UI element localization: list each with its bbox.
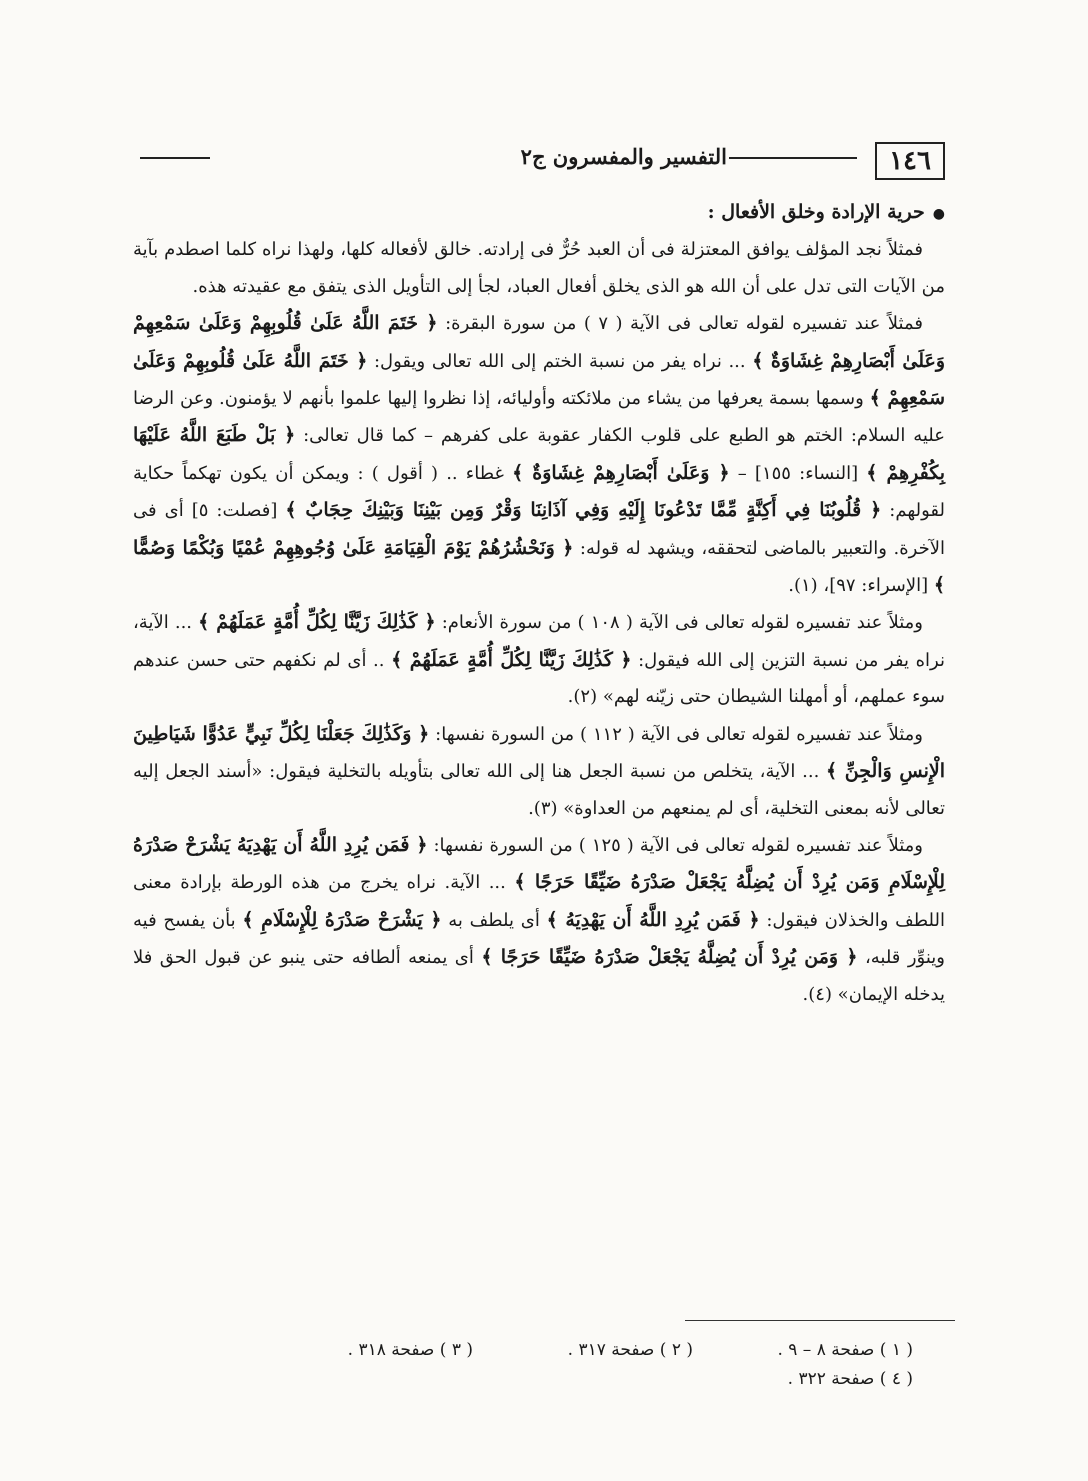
text-run: [الإسراء: ٩٧]، (١).: [788, 575, 934, 597]
header-rule-left: [140, 157, 210, 159]
quran-quote: ﴿ فَمَن يُرِدِ اللَّهُ أَن يَهْدِيَهُ يَشْرَحْ صَدْرَهُ لِلْإِسْلَامِ وَمَن يُرِدْ أَن يُضِلَّهُ يَجْعَلْ صَدْرَهُ ضَيِّقًا حَرَجًا ﴾: [133, 833, 945, 894]
section-heading-text: حرية الإرادة وخلق الأفعال :: [707, 201, 925, 223]
bullet-icon: ●: [932, 206, 945, 222]
quran-quote: ﴿ خَتَمَ اللَّهُ عَلَىٰ قُلُوبِهِمْ وَعَلَىٰ سَمْعِهِمْ ﴾: [133, 349, 945, 410]
footnotes: [133, 1336, 913, 1394]
quran-quote: ﴿ خَتَمَ اللَّهُ عَلَىٰ قُلُوبِهِمْ وَعَلَىٰ سَمْعِهِمْ وَعَلَىٰ أَبْصَارِهِمْ غِشَاوَةٌ ﴾: [133, 312, 946, 372]
footnote-3: ( ٣ ) صفحة ٣١٨ .: [347, 1340, 473, 1360]
text-run: فمثلاً نجد المؤلف يوافق المعتزلة فى أن العبد حُرٌّ فى إرادته. خالق لأفعاله كلها، ولهذا نراه كلما اصطدم بآية من الآيات التى تدل على أن الله هو الذى يخلق أفعال العباد، لجأ إلى التأويل الذى يتفق مع عقيدته هذه.: [133, 239, 945, 297]
text-run: [النساء: ١٥٥] –: [729, 462, 867, 484]
quran-quote: ﴿ وَنَحْشُرُهُمْ يَوْمَ الْقِيَامَةِ عَلَىٰ وُجُوهِهِمْ عُمْيًا وَبُكْمًا وَصُمًّا ﴾: [133, 536, 945, 597]
footnote-1: ( ١ ) صفحة ٨ – ٩ .: [777, 1340, 913, 1360]
quran-quote: ﴿ بَلْ طَبَعَ اللَّهُ عَلَيْهَا بِكُفْرِهِمْ ﴾: [133, 424, 946, 484]
text-run: ... الآية، يتخلص من نسبة الجعل هنا إلى الله تعالى بتأويله بالتخلية فيقول: «أسند الجعل إليه تعالى لأنه بمعنى التخلية، أى لم يمنعهم من العداوة» (٣).: [133, 761, 945, 819]
quran-quote: ﴿ كَذَٰلِكَ زَيَّنَّا لِكُلِّ أُمَّةٍ عَمَلَهُمْ ﴾: [391, 648, 632, 671]
running-header: [140, 138, 945, 182]
text-run: ... الآية. نراه يخرج من هذه الورطة بإرادة معنى اللطف والخذلان فيقول:: [133, 872, 945, 931]
paragraph: [133, 305, 945, 604]
paragraph: [133, 232, 945, 305]
text-run: ومثلاً عند تفسيره لقوله تعالى فى الآية ( ١٢٥ ) من السورة نفسها:: [427, 834, 923, 856]
quran-quote: ﴿ قُلُوبُنَا فِي أَكِنَّةٍ مِّمَّا تَدْعُونَا إِلَيْهِ وَفِي آذَانِنَا وَقْرٌ وَمِن بَيْنِنَا وَبَيْنِكَ حِجَابٌ ﴾: [285, 499, 882, 522]
footnote-rule: [685, 1320, 955, 1321]
running-title: التفسير والمفسرون ج٢: [520, 144, 727, 169]
paragraph: [133, 827, 945, 1013]
quran-quote: ﴿ كَذَٰلِكَ زَيَّنَّا لِكُلِّ أُمَّةٍ عَمَلَهُمْ ﴾: [198, 611, 436, 634]
text-run: ومثلاً عند تفسيره لقوله تعالى فى الآية ( ١١٢ ) من السورة نفسها:: [429, 723, 923, 745]
header-rule-right: [729, 157, 857, 159]
paragraph: [133, 716, 945, 827]
text-run: [فصلت: ٥] أى فى الآخرة. والتعبير بالماضى لتحققه، ويشهد له قوله:: [133, 500, 945, 559]
text-run: وسمها بسمة يعرفها من يشاء من ملائكته وأوليائه، إذا نظروا إليها علموا بأنهم لا يؤمنون. وعن الرضا عليه السلام: الختم هو الطبع على قلوب الكفار عقوبة على كفرهم – كما قال تعالى:: [133, 388, 945, 447]
footnote-row: [133, 1336, 913, 1365]
quran-quote: ﴿ وَعَلَىٰ أَبْصَارِهِمْ غِشَاوَةٌ ﴾: [512, 461, 730, 484]
footnote-row: [133, 1365, 913, 1394]
text-run: ... نراه يفر من نسبة الختم إلى الله تعالى ويقول:: [367, 350, 753, 372]
text-run: ... الآية، نراه يفر من نسبة التزين إلى الله فيقول:: [133, 612, 946, 671]
text-run: ومثلاً عند تفسيره لقوله تعالى فى الآية ( ١٠٨ ) من سورة الأنعام:: [435, 612, 923, 634]
quran-quote: ﴿ فَمَن يُرِدِ اللَّهُ أَن يَهْدِيَهُ ﴾: [546, 908, 760, 931]
quran-quote: ﴿ وَمَن يُرِدْ أَن يُضِلَّهُ يَجْعَلْ صَدْرَهُ ضَيِّقًا حَرَجًا ﴾: [481, 946, 858, 969]
text-run: غطاء .. ( أقول ) : ويمكن أن يكون تهكماً حكاية لقولهم:: [133, 462, 946, 522]
paragraph: [133, 604, 945, 715]
paragraphs: [133, 232, 945, 1013]
text-run: .. أى لم نكفهم حتى حسن عندهم سوء عملهم، أو أمهلنا الشيطان حتى زيّنه لهم» (٢).: [133, 649, 945, 708]
text-run: أى يلطف به: [441, 909, 547, 931]
text-run: أى يمنعه ألطافه حتى ينبو عن قبول الحق فلا يدخله الإيمان» (٤).: [133, 947, 945, 1005]
footnote-2: ( ٢ ) صفحة ٣١٧ .: [567, 1340, 693, 1360]
page-number: ١٤٦: [875, 142, 945, 180]
quran-quote: ﴿ وَكَذَٰلِكَ جَعَلْنَا لِكُلِّ نَبِيٍّ عَدُوًّا شَيَاطِينَ الْإِنسِ وَالْجِنِّ ﴾: [133, 722, 945, 783]
footnote-4: ( ٤ ) صفحة ٣٢٢ .: [787, 1369, 913, 1389]
text-run: بأن يفسح فيه وينوِّر قلبه،: [133, 909, 945, 969]
section-heading: [133, 194, 945, 232]
text-run: فمثلاً عند تفسيره لقوله تعالى فى الآية ( ٧ ) من سورة البقرة:: [437, 313, 923, 335]
quran-quote: ﴿ يَشْرَحْ صَدْرَهُ لِلْإِسْلَامِ ﴾: [242, 908, 442, 931]
body-text: [133, 194, 945, 1013]
